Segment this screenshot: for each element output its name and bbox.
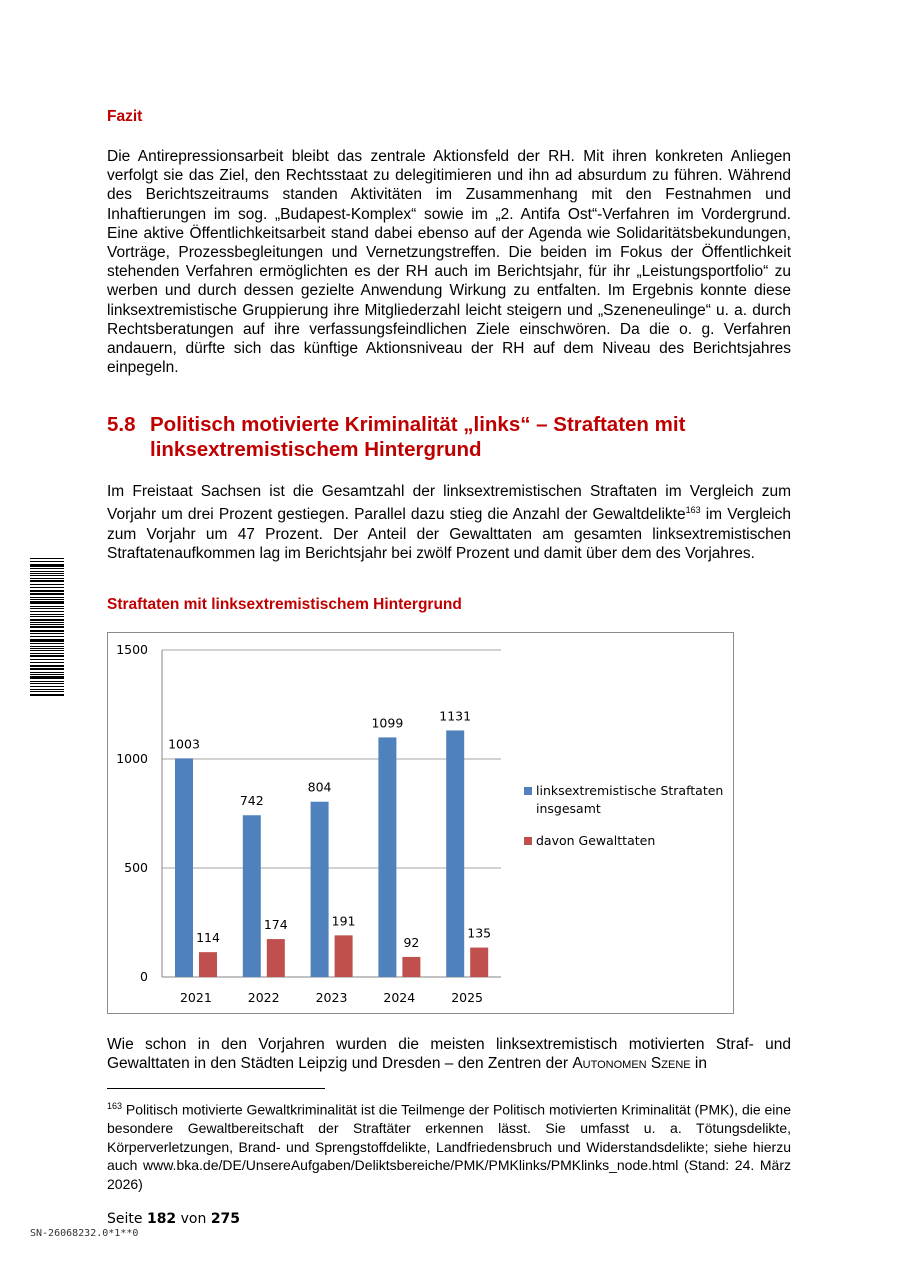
- legend-label-total: linksextremistische Straftaten insgesamt: [536, 783, 724, 816]
- barcode-bar: [30, 668, 64, 670]
- data-label: 1099: [371, 715, 404, 731]
- barcode-bar: [30, 686, 64, 687]
- barcode-bar: [30, 633, 64, 634]
- x-tick-label: 2025: [451, 990, 484, 1005]
- x-tick-label: 2024: [383, 990, 416, 1005]
- page-footer: [107, 1211, 240, 1227]
- barcode-bar: [30, 597, 64, 598]
- page-footer-prefix: Seite: [107, 1211, 147, 1227]
- barcode-bar: [30, 636, 64, 637]
- barcode-graphic: [30, 556, 70, 706]
- barcode-bar: [30, 639, 64, 642]
- bar-violence: [402, 957, 420, 977]
- legend-item-violence: [524, 832, 729, 850]
- barcode-bar: [30, 630, 64, 632]
- serial-number: SN-26068232.0*1**0: [30, 1228, 139, 1239]
- y-tick-label: 0: [140, 969, 148, 984]
- barcode-bar: [30, 584, 64, 585]
- footnote-reference: 163: [685, 505, 701, 516]
- page-total: 275: [210, 1211, 241, 1227]
- bar-total: [175, 758, 193, 977]
- closing-text-after: in: [690, 1055, 707, 1073]
- barcode-bar: [30, 571, 64, 572]
- barcode-bar: [30, 646, 64, 647]
- barcode-bar: [30, 672, 64, 673]
- data-label: 191: [331, 913, 356, 929]
- barcode-bar: [30, 622, 64, 623]
- barcode-bar: [30, 674, 64, 675]
- bar-violence: [267, 939, 285, 977]
- page-number: 182: [146, 1211, 177, 1227]
- footnote-divider: [107, 1088, 325, 1089]
- footnote-number: 163: [107, 1101, 123, 1111]
- barcode-bar: [30, 611, 64, 612]
- intro-paragraph: [107, 482, 791, 563]
- barcode-bar: [30, 606, 64, 607]
- y-tick-label: 500: [124, 860, 148, 875]
- barcode-bar: [30, 601, 64, 604]
- barcode: [30, 556, 70, 706]
- barcode-bar: [30, 568, 64, 569]
- section-number: 5.8: [107, 413, 136, 436]
- legend-swatch-total: [524, 787, 532, 795]
- bar-total: [311, 802, 329, 977]
- data-label: 114: [196, 930, 220, 946]
- barcode-bar: [30, 558, 64, 559]
- barcode-bar: [30, 681, 64, 682]
- bar-total: [378, 737, 396, 977]
- barcode-bar: [30, 648, 64, 649]
- data-label: 92: [403, 934, 420, 950]
- barcode-bar: [30, 590, 64, 592]
- barcode-bar: [30, 650, 64, 651]
- bar-total: [243, 815, 261, 977]
- x-tick-label: 2022: [247, 990, 280, 1005]
- closing-smallcaps: Autonomen Szene: [572, 1055, 691, 1073]
- barcode-bar: [30, 575, 64, 576]
- barcode-bar: [30, 619, 64, 621]
- fazit-heading: Fazit: [107, 108, 143, 125]
- barcode-bar: [30, 561, 64, 562]
- barcode-bar: [30, 626, 64, 628]
- barcode-bar: [30, 624, 64, 625]
- barcode-bar: [30, 643, 64, 644]
- bar-violence: [199, 952, 217, 977]
- closing-paragraph: [107, 1035, 791, 1073]
- footnote-text: Politisch motivierte Gewaltkriminalität ist die Teilmenge der Politisch motivierten Kriminalität (PMK), die eine besondere Gewaltbereitschaft der Straftäter erkennen lässt. Sie umfasst u. a. Tötungsdelikte, Körperverletzungen, Brand- und Sprengstoffdelikte, Landfriedensbruch und Widerstandsdelikte; siehe hierzu auch www.bka.de/DE/UnsereAufgaben/Deliktsbereiche/PMK/PMKlinks/PMKlinks_node.html (Stand: 24. März 2026): [107, 1101, 791, 1192]
- fazit-paragraph: Die Antirepressionsarbeit bleibt das zentrale Aktionsfeld der RH. Mit ihren konkreten Anliegen verfolgt sie das Ziel, den Rechtsstaat zu delegitimieren und ihn ad absurdum zu führen. Während des Berichtszeitraums standen Aktivitäten im Zusammenhang mit den Festnahmen und Inhaftierungen im sog. „Budapest-Komplex“ sowie im „2. Antifa Ost“-Verfahren im Vordergrund. Eine aktive Öffentlichkeitsarbeit stand dabei ebenso auf der Agenda wie Solidaritätsbekundungen, Vorträge, Prozessbegleitungen und Vernetzungstreffen. Die beiden im Fokus der Öffentlichkeit stehenden Verfahren ermöglichten es der RH auch im Berichtsjahr, für ihr „Leistungsportfolio“ zu werben und durch dessen gezielte Anwendung Wirkung zu entfalten. Im Ergebnis konnte diese linksextremistische Gruppierung ihre Mitgliederzahl leicht steigern und „Szeneneulinge“ u. a. durch Rechtsberatungen auf ihre verfassungsfeindlichen Ziele einschwören. Da die o. g. Verfahren andauern, dürfte sich das künftige Aktionsniveau der RH auf dem Niveau des Berichtsjahres einpegeln.: [107, 148, 791, 377]
- x-tick-label: 2023: [315, 990, 348, 1005]
- data-label: 174: [263, 917, 288, 933]
- barcode-bar: [30, 593, 64, 595]
- barcode-bar: [30, 564, 64, 567]
- y-tick-label: 1500: [116, 642, 148, 657]
- barcode-bar: [30, 691, 64, 692]
- x-tick-label: 2021: [179, 990, 212, 1005]
- barcode-bar: [30, 608, 64, 609]
- data-label: 1131: [439, 708, 472, 724]
- closing-text-before: Wie schon in den Vorjahren wurden die meisten linksextremistisch motivierten Straf- und Gewalttaten in den Städten Leipzig und Dresden – den Zentren der: [107, 1036, 791, 1073]
- legend-swatch-violence: [524, 837, 532, 845]
- barcode-bar: [30, 614, 64, 615]
- barcode-bar: [30, 653, 64, 654]
- barcode-bar: [30, 689, 64, 690]
- chart-legend: [524, 782, 729, 864]
- barcode-bar: [30, 599, 64, 600]
- barcode-bar: [30, 683, 64, 684]
- barcode-bar: [30, 580, 64, 582]
- barcode-bar: [30, 616, 64, 617]
- chart: [107, 632, 734, 1014]
- data-label: 742: [239, 793, 264, 809]
- bar-violence: [335, 935, 353, 977]
- barcode-bar: [30, 655, 64, 657]
- data-label: 1003: [168, 736, 200, 752]
- data-label: 135: [467, 925, 492, 941]
- barcode-bar: [30, 694, 64, 696]
- section-title: Politisch motivierte Kriminalität „links“ – Straftaten mit linksextremistischem Hintergrund: [150, 413, 686, 461]
- barcode-bar: [30, 665, 64, 667]
- barcode-bar: [30, 659, 64, 660]
- bar-total: [446, 730, 464, 977]
- page-footer-middle: von: [176, 1211, 211, 1227]
- footnote: [107, 1097, 791, 1193]
- bar-violence: [470, 948, 488, 977]
- y-tick-label: 1000: [116, 751, 148, 766]
- barcode-bar: [30, 573, 64, 574]
- data-label: 804: [307, 779, 332, 795]
- barcode-bar: [30, 578, 64, 579]
- intro-text-after: im Vergleich zum Vorjahr um 47 Prozent. Der Anteil der Gewalttaten am gesamten linksextremistischen Straftatenaufkommen lag im Berichtsjahr bei zwölf Prozent und damit über dem des Vorjahres.: [107, 506, 791, 562]
- barcode-bar: [30, 587, 64, 588]
- intro-text-before: Im Freistaat Sachsen ist die Gesamtzahl der linksextremistischen Straftaten im Vergleich zum Vorjahr um drei Prozent gestiegen. Parallel dazu stieg die Anzahl der Gewaltdelikte: [107, 483, 791, 524]
- barcode-bar: [30, 662, 64, 663]
- barcode-bar: [30, 676, 64, 679]
- legend-label-violence: davon Gewalttaten: [536, 833, 656, 848]
- chart-title: Straftaten mit linksextremistischem Hintergrund: [107, 596, 462, 613]
- legend-item-total: [524, 782, 729, 818]
